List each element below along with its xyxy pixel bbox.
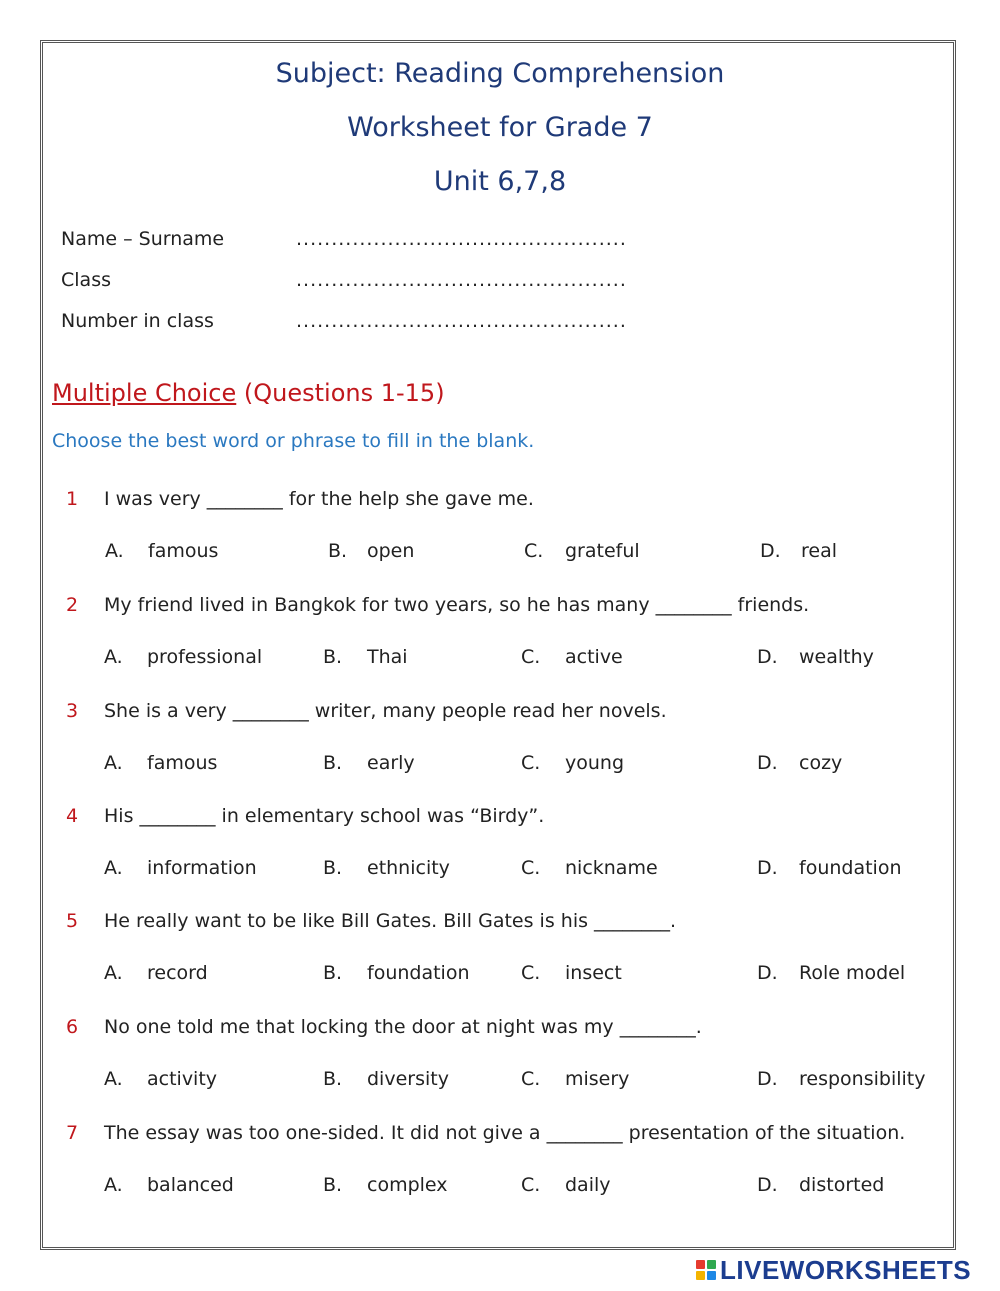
question-number: 3 [66,700,79,722]
option-letter[interactable]: D. [760,540,781,562]
section-title [52,379,445,407]
question-text: No one told me that locking the door at night was my ________. [104,1016,702,1038]
option-letter[interactable]: C. [521,646,541,668]
option-letter[interactable]: D. [757,752,778,774]
name-surname-label: Name – Surname [61,228,225,250]
option-letter[interactable]: B. [323,646,343,668]
option-text[interactable]: famous [147,752,218,774]
option-text[interactable]: responsibility [799,1068,926,1090]
option-text[interactable]: record [147,962,208,984]
option-letter[interactable]: C. [521,1174,541,1196]
option-letter[interactable]: A. [104,752,123,774]
option-text[interactable]: real [801,540,838,562]
option-text[interactable]: foundation [367,962,470,984]
option-text[interactable]: information [147,857,257,879]
option-letter[interactable]: A. [104,1174,123,1196]
subject-title: Subject: Reading Comprehension [275,58,725,89]
option-text[interactable]: ethnicity [367,857,450,879]
option-text[interactable]: open [367,540,415,562]
question-text: His ________ in elementary school was “Birdy”. [104,805,545,827]
number-in-class-field[interactable]: ............................................... [296,310,627,332]
option-letter[interactable]: B. [328,540,348,562]
option-text[interactable]: diversity [367,1068,449,1090]
option-text[interactable]: active [565,646,623,668]
worksheet-title: Worksheet for Grade 7 [347,112,653,143]
option-text[interactable]: misery [565,1068,630,1090]
number-in-class-label: Number in class [61,310,214,332]
question-number: 6 [66,1016,79,1038]
option-text[interactable]: complex [367,1174,448,1196]
question-number: 5 [66,910,79,932]
logo-text: LIVEWORKSHEETS [720,1254,972,1285]
option-letter[interactable]: C. [521,962,541,984]
option-letter[interactable]: A. [104,1068,123,1090]
question-number: 1 [66,488,79,510]
question-number: 4 [66,805,79,827]
question-number: 7 [66,1122,79,1144]
option-letter[interactable]: C. [521,752,541,774]
question-number: 2 [66,594,79,616]
logo-square-4 [707,1271,716,1280]
option-text[interactable]: grateful [565,540,640,562]
option-letter[interactable]: B. [323,752,343,774]
logo-mark [696,1260,716,1280]
option-letter[interactable]: D. [757,857,778,879]
option-letter[interactable]: B. [323,857,343,879]
option-letter[interactable]: D. [757,646,778,668]
option-text[interactable]: young [565,752,625,774]
question-text: He really want to be like Bill Gates. Bill Gates is his ________. [104,910,677,932]
logo-square-3 [696,1271,705,1280]
option-letter[interactable]: C. [521,857,541,879]
option-letter[interactable]: C. [524,540,544,562]
logo-square-1 [696,1260,705,1269]
option-letter[interactable]: C. [521,1068,541,1090]
name-surname-field[interactable]: ............................................... [296,228,627,250]
option-text[interactable]: professional [147,646,263,668]
class-field[interactable]: ............................................... [296,269,627,291]
instruction-text: Choose the best word or phrase to fill in the blank. [52,430,535,452]
option-letter[interactable]: B. [323,1068,343,1090]
option-text[interactable]: cozy [799,752,843,774]
option-letter[interactable]: B. [323,1174,343,1196]
option-text[interactable]: foundation [799,857,902,879]
logo-square-2 [707,1260,716,1269]
option-letter[interactable]: D. [757,962,778,984]
option-text[interactable]: early [367,752,415,774]
option-letter[interactable]: A. [104,646,123,668]
class-label: Class [61,269,111,291]
section-title-range: (Questions 1-15) [243,379,445,407]
question-text: She is a very ________ writer, many people read her novels. [104,700,667,722]
option-letter[interactable]: A. [105,540,124,562]
section-title-main: Multiple Choice [52,379,237,407]
option-letter[interactable]: D. [757,1068,778,1090]
option-text[interactable]: distorted [799,1174,885,1196]
question-text: My friend lived in Bangkok for two years, so he has many ________ friends. [104,594,810,616]
option-text[interactable]: Role model [799,962,906,984]
option-letter[interactable]: B. [323,962,343,984]
liveworksheets-logo [696,1256,971,1284]
option-letter[interactable]: A. [104,962,123,984]
unit-title: Unit 6,7,8 [433,166,567,197]
option-text[interactable]: balanced [147,1174,234,1196]
option-text[interactable]: nickname [565,857,658,879]
option-letter[interactable]: D. [757,1174,778,1196]
option-letter[interactable]: A. [104,857,123,879]
option-text[interactable]: wealthy [799,646,874,668]
option-text[interactable]: famous [148,540,219,562]
option-text[interactable]: activity [147,1068,218,1090]
option-text[interactable]: insect [565,962,622,984]
question-text: I was very ________ for the help she gave me. [104,488,534,510]
option-text[interactable]: Thai [367,646,408,668]
question-text: The essay was too one-sided. It did not give a ________ presentation of the situation. [104,1122,906,1144]
option-text[interactable]: daily [565,1174,611,1196]
